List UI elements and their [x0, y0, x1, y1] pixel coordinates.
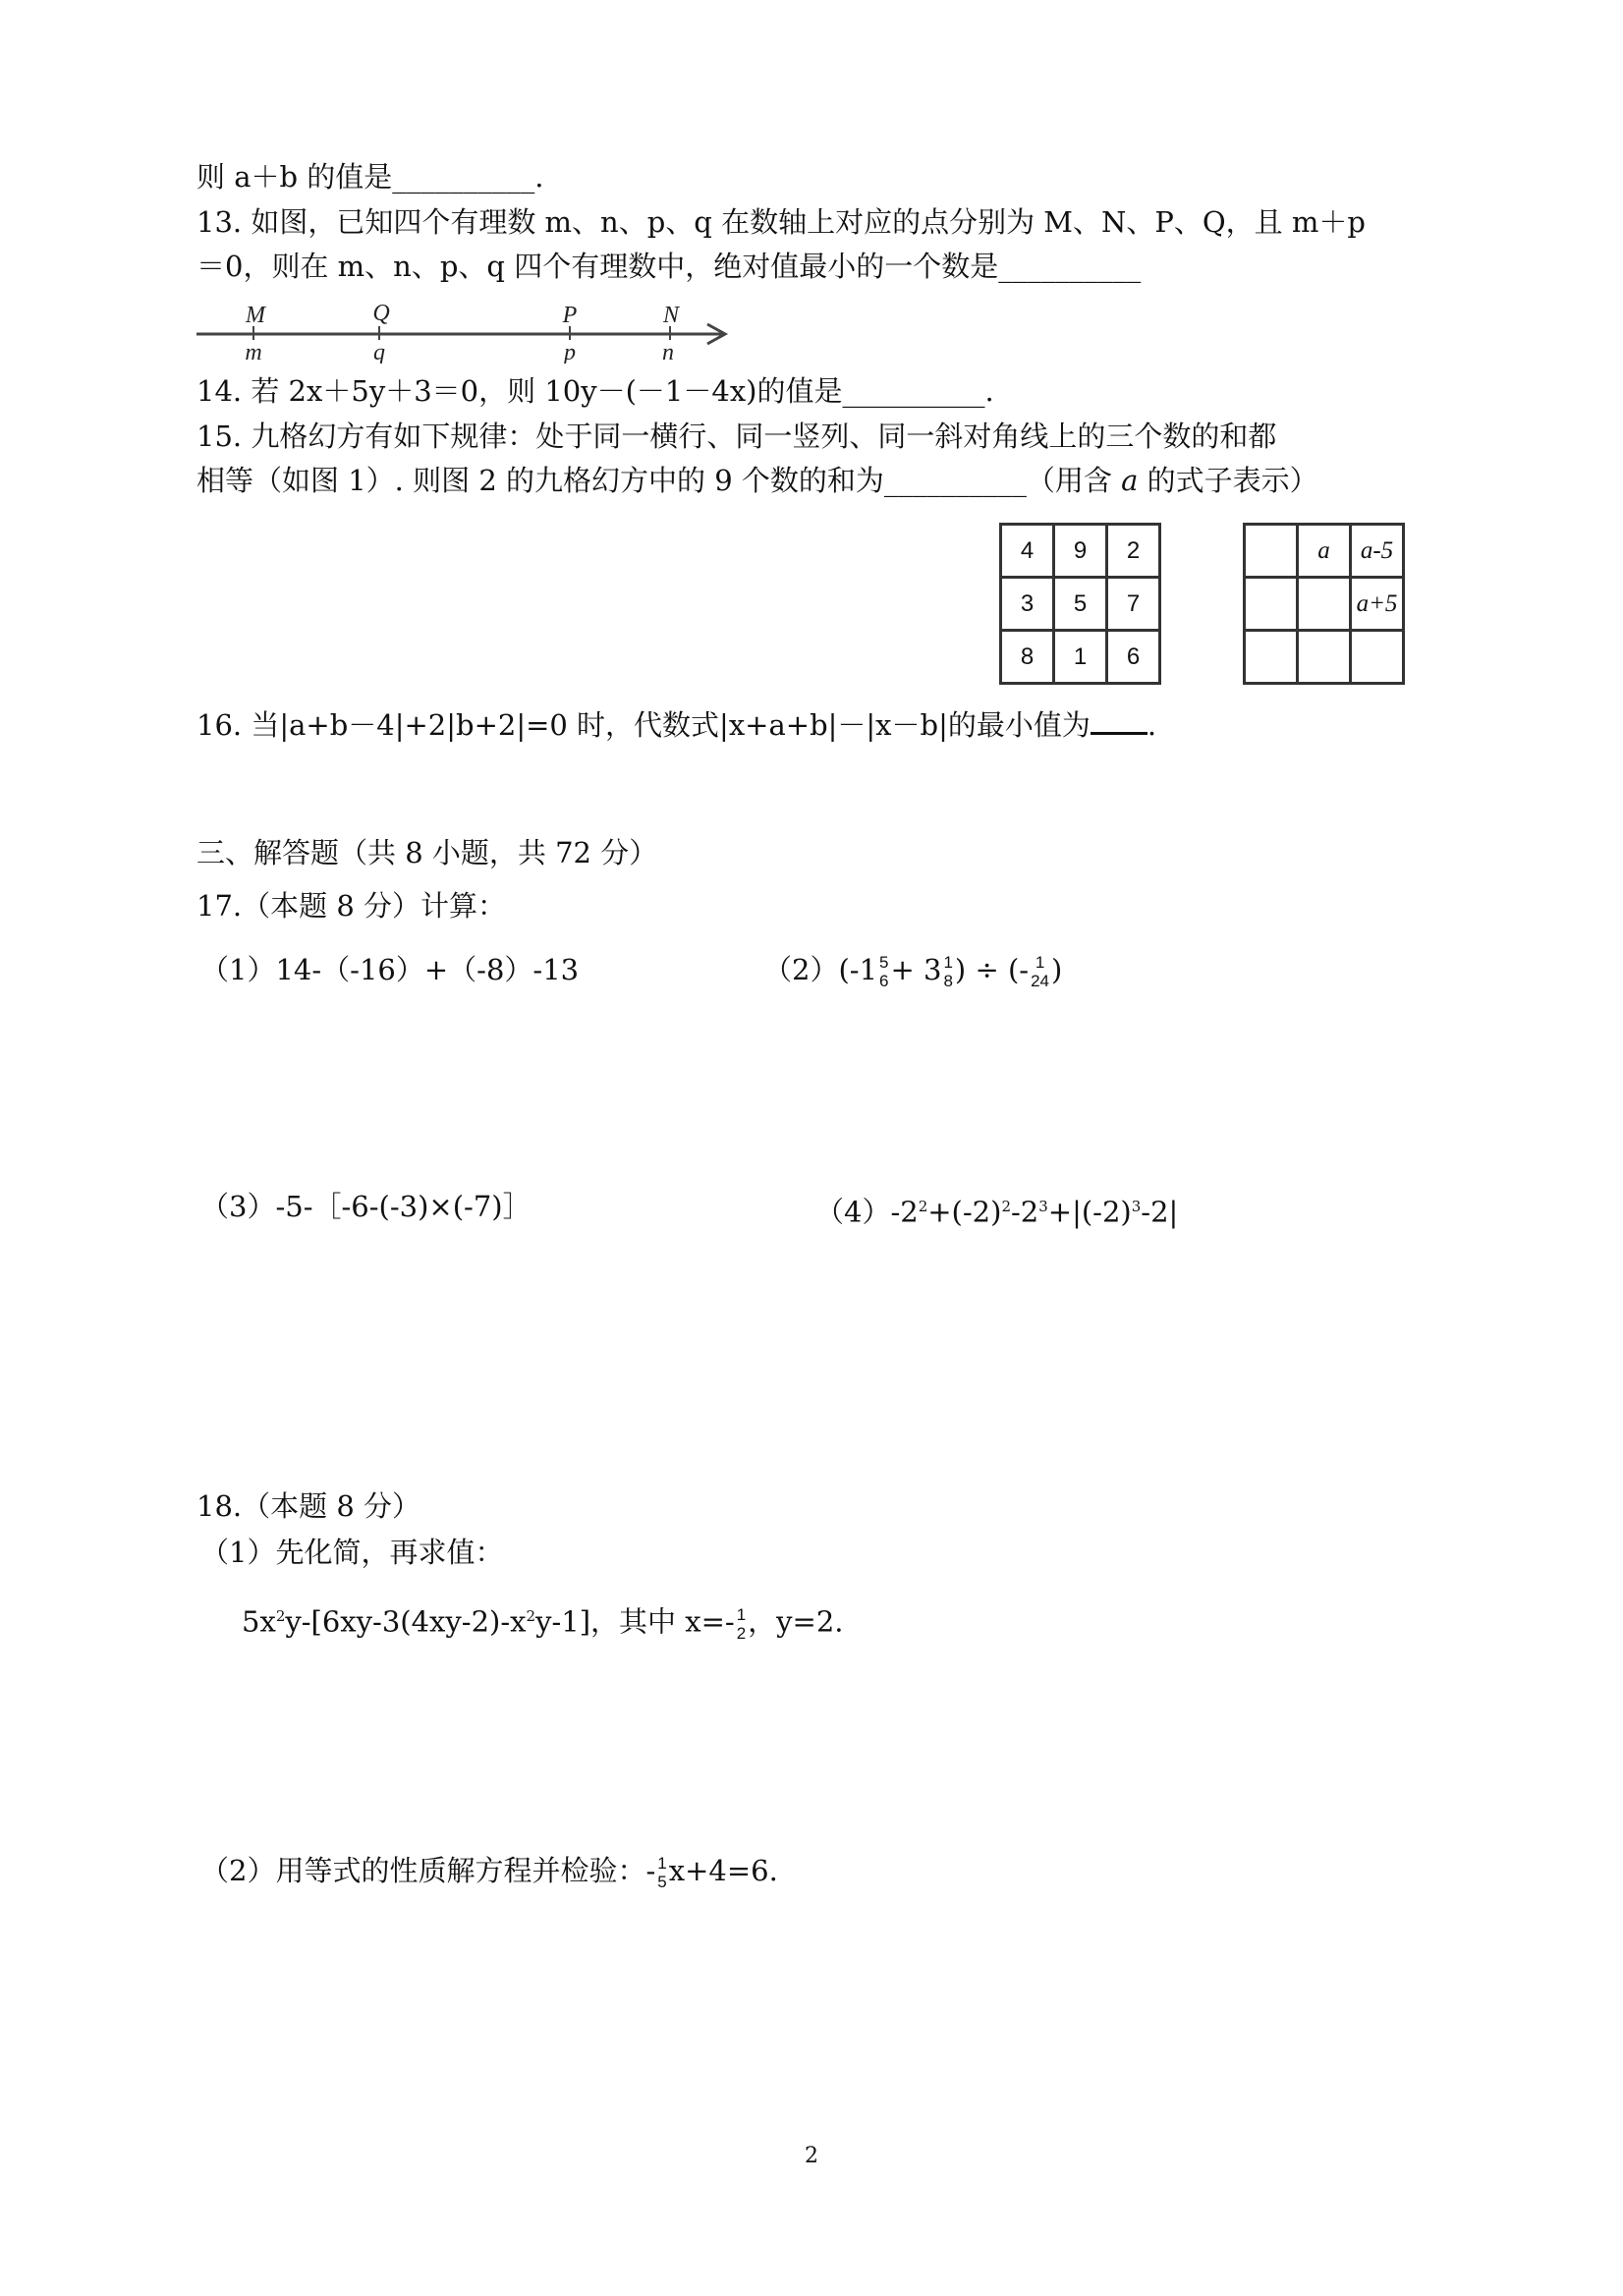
q17-part1: （1）14-（-16）+（-8）-13 — [200, 953, 580, 986]
fraction-denominator: 6 — [879, 972, 889, 990]
q17-part4 — [815, 1187, 1178, 1232]
point-Q-label: Q — [372, 301, 390, 326]
q17p4-b: +(-2) — [927, 1195, 1002, 1229]
q16-answer-blank — [1091, 704, 1147, 735]
fraction — [879, 953, 888, 990]
q17-part3: （3）-5-［-6-(-3)×(-7)］ — [200, 1190, 532, 1223]
exponent: 2 — [1001, 1198, 1011, 1215]
q18e-b: y-[6xy-3(4xy-2)-x — [285, 1604, 527, 1639]
exponent: 2 — [526, 1607, 536, 1625]
point-p-value: p — [564, 340, 576, 364]
q17p2-a: （2）(-1 — [763, 953, 878, 986]
q17-part2 — [763, 945, 1062, 994]
fraction-denominator: 5 — [657, 1873, 667, 1891]
q17p2-d: ) — [1051, 953, 1063, 986]
q18p2-b: x+4=6. — [668, 1854, 778, 1887]
fraction-denominator: 8 — [943, 972, 953, 990]
point-q-value: q — [373, 340, 385, 364]
q17p2-c: ) ÷ (- — [954, 953, 1030, 986]
q15-line2-post: 的式子表示） — [1138, 464, 1318, 497]
q16-text: 16. 当|a+b－4|+2|b+2|=0 时，代数式|x+a+b|－|x－b|的最小值为 — [196, 708, 1091, 742]
grid2-cell: a-5 — [1351, 525, 1404, 578]
grid1-cell: 4 — [1001, 525, 1054, 578]
q16 — [196, 704, 1156, 745]
q17p4-d: +|(-2) — [1047, 1195, 1132, 1229]
q13-line1: 13. 如图，已知四个有理数 m、n、p、q 在数轴上对应的点分别为 M、N、P、Q，且 m＋p — [196, 205, 1366, 239]
fraction-denominator: 2 — [736, 1623, 747, 1643]
q18e-a: 5x — [242, 1604, 276, 1639]
grid1-cell: 3 — [1001, 578, 1054, 631]
q17p2-b: + 3 — [890, 953, 942, 986]
point-M-label: M — [246, 303, 265, 328]
point-N-label: N — [662, 303, 680, 328]
grid1-cell: 5 — [1054, 578, 1107, 631]
fraction-numerator: 1 — [736, 1604, 747, 1624]
q18-part2 — [200, 1846, 778, 1895]
grid2-cell — [1245, 525, 1298, 578]
q17p4-e: -2| — [1141, 1195, 1179, 1229]
fraction — [737, 1605, 746, 1643]
grid2-cell — [1245, 578, 1298, 631]
q18-expression — [242, 1592, 844, 1647]
grid1-cell: 2 — [1107, 525, 1160, 578]
fraction-numerator: 1 — [1035, 953, 1045, 972]
q12-tail: 则 a＋b 的值是__________. — [196, 160, 544, 194]
fraction — [657, 1854, 666, 1891]
grid2-cell — [1245, 631, 1298, 684]
q13-line2: ＝0，则在 m、n、p、q 四个有理数中，绝对值最小的一个数是__________ — [196, 250, 1142, 283]
q16-end: . — [1147, 708, 1157, 742]
exponent: 3 — [1038, 1198, 1048, 1215]
q18-part1: （1）先化简，再求值： — [200, 1536, 504, 1569]
exponent: 2 — [918, 1198, 928, 1215]
q18-title: 18.（本题 8 分） — [196, 1489, 421, 1523]
fraction-denominator: 24 — [1031, 972, 1050, 990]
grid2-cell — [1351, 631, 1404, 684]
point-P-label: P — [562, 303, 578, 328]
grid2-cell — [1298, 578, 1351, 631]
q14: 14. 若 2x＋5y＋3＝0，则 10y－(－1－4x)的值是__________. — [196, 374, 994, 408]
grid1-cell: 1 — [1054, 631, 1107, 684]
fraction-numerator: 1 — [657, 1854, 667, 1873]
grid2-cell: a — [1298, 525, 1351, 578]
q18e-d: ，y=2. — [748, 1604, 844, 1639]
fraction-numerator: 1 — [943, 953, 953, 972]
q18e-c: y-1]，其中 x=- — [535, 1604, 735, 1639]
q15-line1: 15. 九格幻方有如下规律：处于同一横行、同一竖列、同一斜对角线上的三个数的和都 — [196, 420, 1277, 453]
grid1-cell: 9 — [1054, 525, 1107, 578]
point-n-value: n — [662, 340, 674, 364]
number-line — [195, 295, 735, 364]
fraction — [943, 953, 952, 990]
q15-var-a: a — [1121, 464, 1139, 497]
q17p4-c: -2 — [1010, 1195, 1039, 1229]
q15-line2-pre: 相等（如图 1）. 则图 2 的九格幻方中的 9 个数的和为__________（用含 — [196, 464, 1122, 497]
fraction — [1031, 953, 1049, 990]
q17-title: 17.（本题 8 分）计算： — [196, 889, 507, 923]
page-number: 2 — [805, 2144, 818, 2168]
point-m-value: m — [245, 340, 262, 364]
q18p2-a: （2）用等式的性质解方程并检验：- — [200, 1854, 656, 1887]
q17p4-a: （4）-2 — [815, 1195, 919, 1229]
exponent: 2 — [275, 1607, 286, 1625]
exponent: 3 — [1131, 1198, 1142, 1215]
grid1-cell: 6 — [1107, 631, 1160, 684]
fraction-numerator: 5 — [879, 953, 889, 972]
grid2-cell: a+5 — [1351, 578, 1404, 631]
grid2-cell — [1298, 631, 1351, 684]
section-3-heading: 三、解答题（共 8 小题，共 72 分） — [196, 836, 658, 869]
q15-line2 — [196, 461, 1318, 500]
grid1-cell: 8 — [1001, 631, 1054, 684]
magic-square-figure-1 — [999, 523, 1161, 685]
magic-square-figure-2 — [1243, 523, 1405, 685]
grid1-cell: 7 — [1107, 578, 1160, 631]
